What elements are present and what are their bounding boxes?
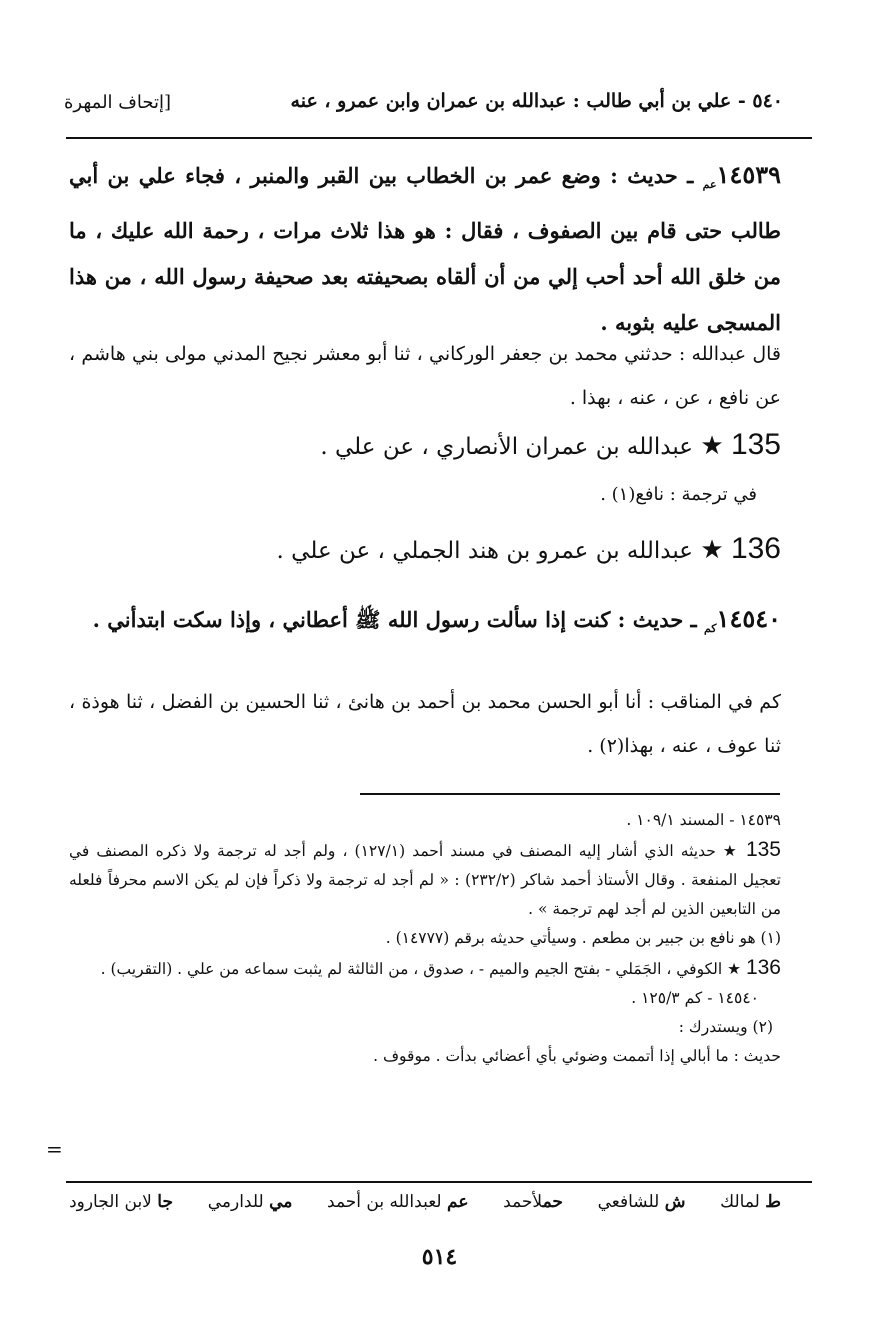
- footnotes: [69, 806, 781, 1071]
- narrator-number: 136: [730, 532, 781, 565]
- hadith-text: ـ حديث : وضع عمر بن الخطاب بين القبر والمنبر ، فجاء علي بن أبي طالب حتى قام بين الصفوف ، فقال : هو هذا ثلاث مرات ، رحمة الله عليك ، ما من خلق الله أحد أحب إلي من أن ألقاه بصحيفته بعد صحيفة رسول الله ، من هذا المسجى عليه بثوبه .: [69, 163, 781, 336]
- abbreviation-item: ط لمالك: [720, 1192, 781, 1212]
- hadith-number: ١٤٥٣٩: [716, 160, 781, 189]
- abbreviation-item: مي للدارمي: [207, 1192, 293, 1212]
- hadith-number: ١٤٥٤٠: [716, 604, 781, 633]
- footnote-text: حديثه الذي أشار إليه المصنف في مسند أحمد (١٢٧/١) ، ولم أجد له ترجمة ولا ذكره المصنف في تعجيل المنفعة . وقال الأستاذ أحمد شاكر (٢٣٢/٢) : « لم أجد له ترجمة ولا ذكراً فإن لم يكن الاسم محرفاً فلعله من التابعين الذين لم أجد لهم ترجمة » .: [69, 842, 781, 918]
- narrator-title-136: [277, 532, 781, 566]
- page-number: ٥١٤: [421, 1244, 458, 1270]
- hadith-14539: [69, 152, 781, 346]
- continuation-mark: =: [46, 1137, 63, 1161]
- narrator-name: عبدالله بن عمرو بن هند الجملي ، عن علي .: [276, 538, 693, 564]
- footnote-text: الكوفي ، الجَمَلي - بفتح الجيم والميم - ، صدوق ، من الثالثة لم يثبت سماعه من علي . (التقريب) .: [100, 960, 723, 978]
- footnote-14539: ١٤٥٣٩ - المسند ١٠٩/١ .: [626, 811, 781, 829]
- narrator-name: عبدالله بن عمران الأنصاري ، عن علي .: [320, 434, 693, 460]
- abbreviation-item: عم لعبدالله بن أحمد: [327, 1192, 469, 1212]
- narrator-135-note: في ترجمة : نافع(١) .: [600, 484, 757, 505]
- abbreviations-divider: [66, 1181, 812, 1183]
- star-icon: ★: [700, 535, 724, 565]
- abbreviations-legend: [69, 1192, 781, 1212]
- header-divider: [66, 137, 812, 139]
- footnote-number: 136: [745, 956, 781, 979]
- footnote-divider: [360, 793, 780, 795]
- hadith-14539-isnad: قال عبدالله : حدثني محمد بن جعفر الوركاني ، ثنا أبو معشر نجيح المدني مولى بني هاشم ، عن نافع ، عن ، عنه ، بهذا .: [69, 343, 781, 409]
- running-header-section: ٥٤٠ - علي بن أبي طالب : عبدالله بن عمران وابن عمرو ، عنه: [290, 90, 783, 112]
- source-sigla: كم: [703, 622, 717, 636]
- hadith-14540-isnad: كم في المناقب : أنا أبو الحسن محمد بن أحمد بن هانئ ، ثنا الحسين بن الفضل ، ثنا هوذة ، ثنا عوف ، عنه ، بهذا(٢) .: [69, 691, 781, 757]
- footnote-2: (٢) ويستدرك :: [678, 1018, 773, 1036]
- star-icon: ★: [727, 960, 742, 978]
- footnote-number: 135: [745, 838, 781, 861]
- hadith-14540: [69, 596, 781, 652]
- source-sigla: عم: [702, 178, 717, 192]
- footnote-135: [69, 835, 781, 924]
- abbreviation-item: جا لابن الجارود: [69, 1192, 173, 1212]
- footnote-14540: ١٤٥٤٠ - كم ١٢٥/٣ .: [631, 989, 759, 1007]
- abbreviation-item: حملأحمد: [503, 1192, 563, 1212]
- star-icon: ★: [700, 431, 724, 461]
- footnote-136: [69, 953, 781, 984]
- narrator-number: 135: [730, 428, 781, 461]
- star-icon: ★: [722, 842, 739, 860]
- footnote-1: (١) هو نافع بن جبير بن مطعم . وسيأتي حديثه برقم (١٤٧٧٧) .: [385, 929, 781, 947]
- hadith-text: ـ حديث : كنت إذا سألت رسول الله ﷺ أعطاني ، وإذا سكت ابتدأني .: [92, 607, 697, 632]
- running-header-book-title: [إتحاف المهرة: [64, 92, 172, 113]
- abbreviation-item: ش للشافعي: [597, 1192, 686, 1212]
- narrator-title-135: [320, 428, 781, 462]
- footnote-2-text: حديث : ما أبالي إذا أتممت وضوئي بأي أعضائي بدأت . موقوف .: [373, 1047, 781, 1065]
